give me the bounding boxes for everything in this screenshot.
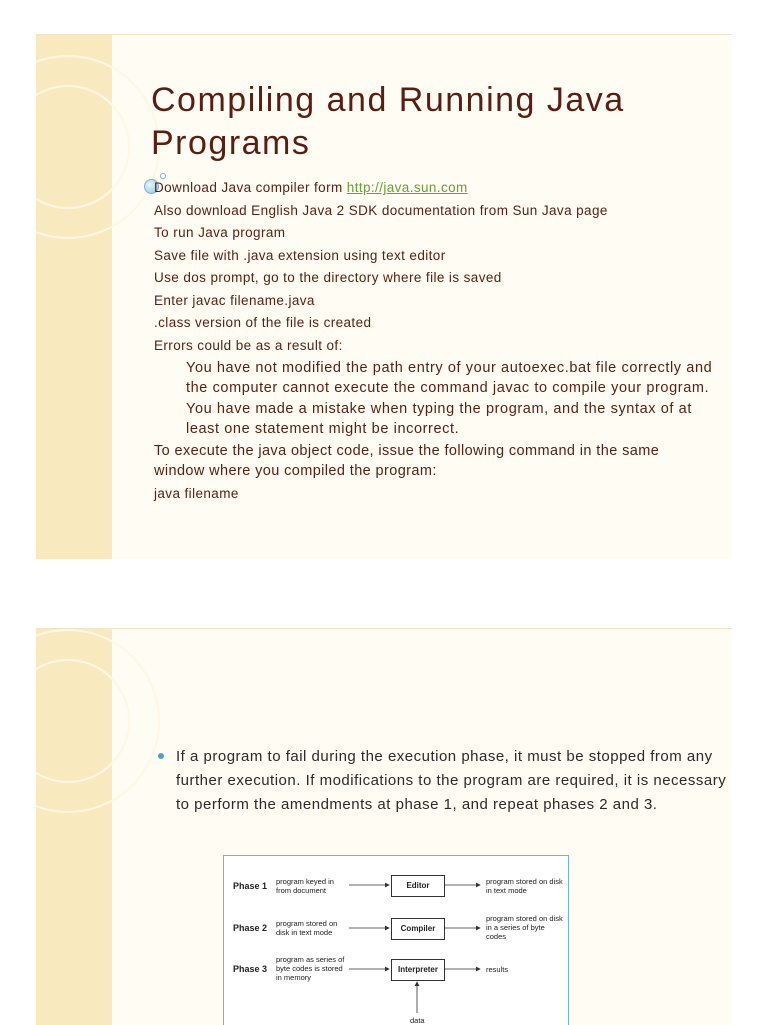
interpreter-box: Interpreter — [391, 959, 445, 981]
list-item: To run Java program — [154, 225, 286, 240]
list-item: java filename — [154, 486, 239, 501]
sub-list-item: You have not modified the path entry of your autoexec.bat file correctly and the computer cannot execute the command javac to compile your program. — [186, 360, 713, 396]
phase-diagram — [223, 855, 569, 1025]
phase-1-label: Phase 1 — [233, 881, 268, 891]
list-item: To execute the java object code, issue the following command in the same window where you compiled the program: — [154, 443, 660, 479]
editor-box: Editor — [391, 875, 445, 897]
list-item: Save file with .java extension using text editor — [154, 247, 446, 263]
phase-1-input: program keyed in from document — [276, 877, 334, 895]
phase-2-output: program stored on disk in a series of byte codes — [486, 914, 563, 941]
slide-1 — [36, 34, 732, 559]
list-item: Also download English Java 2 SDK documentation from Sun Java page — [154, 202, 608, 218]
slide-title: Compiling and Running Java Programs — [151, 81, 625, 162]
slide-2-bullet-text: If a program to fail during the execution phase, it must be stopped from any further execution. If modifications to the program are required, it is necessary to perform the amendments at phase 1, and repeat phases 2 and 3. — [176, 748, 727, 813]
phase-2-label: Phase 2 — [233, 923, 268, 933]
phase-3-input: program as series of byte codes is stored in memory — [276, 955, 345, 982]
phase-2-input: program stored on disk in text mode — [276, 919, 338, 937]
list-item: Enter javac filename.java — [154, 292, 315, 308]
slide-2 — [36, 628, 732, 1025]
phase-3-label: Phase 3 — [233, 964, 268, 974]
phase-1-output: program stored on disk in text mode — [486, 877, 563, 895]
data-label: data — [410, 1016, 425, 1025]
list-item: .class version of the file is created — [154, 315, 372, 330]
java-sun-link[interactable]: http://java.sun.com — [346, 180, 468, 195]
list-item: Download Java compiler form http://java.sun.com — [154, 180, 468, 195]
list-item: Errors could be as a result of: — [154, 337, 343, 353]
compiler-box: Compiler — [391, 918, 445, 940]
slide-body — [154, 177, 714, 506]
phase-3-output: results — [486, 965, 509, 974]
list-item: Use dos prompt, go to the directory where file is saved — [154, 270, 502, 285]
sub-list-item: You have made a mistake when typing the program, and the syntax of at least one statement might be incorrect. — [186, 401, 692, 437]
